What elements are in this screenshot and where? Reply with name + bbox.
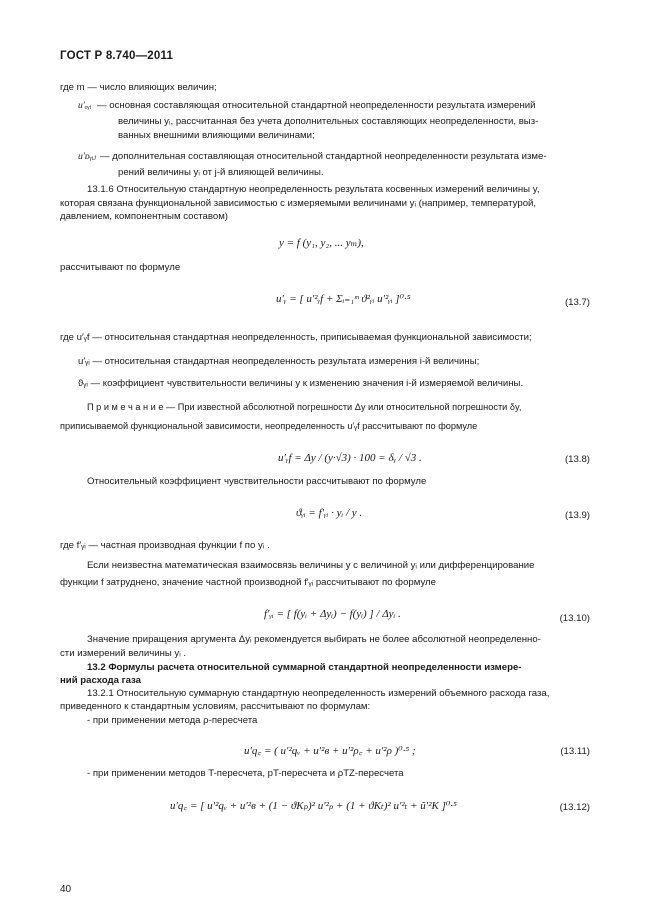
text-line: рений величины yᵢ от j-й влияющей величины. [118, 167, 324, 178]
section-heading: ний расхода газа [60, 675, 142, 686]
page-header: ГОСТ Р 8.740—2011 [60, 50, 174, 62]
formula-13-7: u′ᵧ = [ u′²ᵧf + Σᵢ₌₁ᵐ ϑ²ᵧᵢ u′²ᵧᵢ ]⁰·⁵ [276, 293, 411, 305]
equation-number: (13.7) [564, 297, 590, 308]
equation-number: (13.9) [564, 510, 590, 521]
text-line: величины yᵢ, рассчитанная без учета дополнительных составляющих неопределенности, выз- [118, 116, 539, 127]
equation-number: (13.12) [559, 802, 590, 813]
text-line: где m — число влияющих величин; [60, 82, 217, 93]
text-line: где u′ᵧf — относительная стандартная неопределенность, приписываемая функциональной зависимости; [60, 332, 532, 343]
text-line: 13.2.1 Относительную суммарную стандартную неопределенность измерений объемного расхода газа, [87, 688, 550, 699]
formula-13-11: u′q꜀ = ( u′²qᵥ + u′²в + u′²ρ꜀ + u′²ρ )⁰·⁵ ; [244, 745, 416, 757]
text-line: - при применении методов T-пересчета, pT-пересчета и ρTZ-пересчета [87, 768, 404, 779]
text-line: Значение приращения аргумента Δyᵢ рекомендуется выбирать не более абсолютной неопределенно- [87, 634, 541, 645]
text-line: Относительный коэффициент чувствительности рассчитывают по формуле [87, 476, 427, 487]
formula-13-9: ϑᵧᵢ = f′ᵧᵢ · yᵢ / y . [296, 507, 363, 519]
equation-number: (13.11) [560, 746, 590, 757]
text-line: ϑᵧᵢ — коэффициент чувствительности величины y к изменению значения i-й измеряемой величины. [78, 378, 524, 389]
text-line: приведенного к стандартным условиям, рассчитывают по формулам: [60, 701, 371, 712]
section-heading: 13.2 Формулы расчета относительной суммарной стандартной неопределенности измере- [87, 662, 522, 673]
note-line: приписываемой функциональной зависимости, неопределенность u′ᵧf рассчитывают по формуле [60, 421, 478, 431]
page-number: 40 [60, 884, 72, 895]
text-line: — дополнительная составляющая относительной стандартной неопределенности результата изме- [100, 151, 547, 162]
equation-number: (13.8) [564, 454, 590, 465]
text-line: Если неизвестна математическая взаимосвязь величины y с величиной yᵢ или дифференцирование [87, 560, 535, 571]
text-line: u′ᵧᵢ — относительная стандартная неопределенность результата измерения i-й величины; [78, 356, 480, 367]
text-line: сти измерений величины yᵢ . [60, 648, 187, 659]
text-line: 13.1.6 Относительную стандартную неопределенность результата косвенных измерений величины y, [87, 184, 540, 195]
text-line: которая связана функциональной зависимостью с измеряемыми величинами yᵢ (например, температурой, [60, 198, 537, 209]
text-line: рассчитывают по формуле [60, 262, 181, 273]
text-line: — основная составляющая относительной стандартной неопределенности результата измерений [97, 100, 536, 111]
note-line: П р и м е ч а н и е — При известной абсолютной погрешности Δy или относительной погрешности δy, [87, 402, 522, 412]
text-line: давлением, компонентным составом) [60, 211, 228, 222]
symbol: u′ᴅᵧᵢⱼ [78, 151, 97, 162]
formula-13-10: f′ᵧᵢ = [ f(yᵢ + Δyᵢ) − f(yᵢ) ] / Δyᵢ . [264, 608, 401, 620]
equation-number: (13.10) [559, 613, 590, 624]
text-line: ванных внешними влияющими величинами; [118, 130, 315, 141]
text-line: где f′ᵧᵢ — частная производная функции f по yᵢ . [60, 540, 270, 551]
text-line: функции f затруднено, значение частной производной f′ᵧᵢ рассчитывают по формуле [60, 577, 436, 588]
formula-13-12: u′q꜀ = [ u′²qᵥ + u′²в + (1 − ϑKₚ)² u′²ₚ + (1 + ϑKₜ)² u′²ₜ + ũ′²K ]⁰·⁵ [170, 800, 457, 812]
formula: y = f (y₁, y₂, ... yₘ), [279, 237, 364, 249]
formula-13-8: u′ᵧf = Δy / (y·√3) · 100 = δᵧ / √3 . [278, 452, 422, 464]
symbol: u′ₒᵧᵢ [78, 100, 92, 111]
text-line: - при применении метода ρ-пересчета [87, 715, 258, 726]
